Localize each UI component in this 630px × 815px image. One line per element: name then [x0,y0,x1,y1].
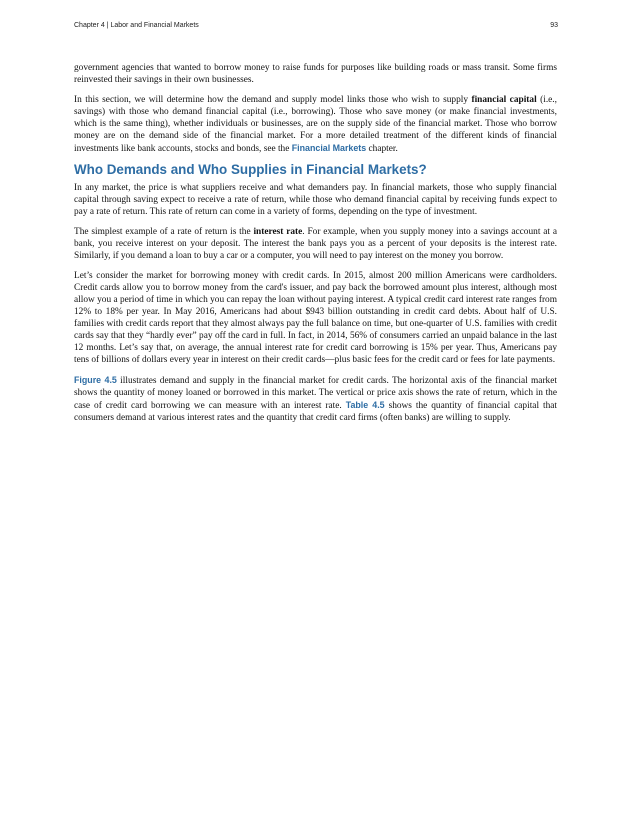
key-term-financial-capital: financial capital [471,95,537,105]
paragraph-text: (i.e., savings) with those who demand financial capital (i.e., borrowing). Those who save money (or make financial investments, which is the same thing), whether individuals or businesses, are on the supply side of the financial market. Those who borrow money are on the demand side of the financial market. For a more detailed treatment of the different kinds of financial investments like bank accounts, stocks and bonds, see the [74,95,557,154]
section-heading: Who Demands and Who Supplies in Financial Markets? [74,162,427,177]
link-figure-4-5[interactable]: Figure 4.5 [74,375,117,385]
paragraph-text: shows the quantity of financial capital that consumers demand at various interest rates and the quantity that credit card firms (often banks) are willing to supply. [74,401,557,423]
main-content [74,62,557,432]
paragraph-text: government agencies that wanted to borrow money to raise funds for purposes like building roads or mass transit. Some firms reinvested their savings in their own businesses. [74,63,557,85]
running-header [74,22,558,29]
paragraph-financial-capital [74,94,557,155]
paragraph-intro [74,62,557,86]
link-table-4-5[interactable]: Table 4.5 [345,400,385,410]
paragraph-text: Let’s consider the market for borrowing money with credit cards. In 2015, almost 200 million Americans were cardholders. Credit cards allow you to borrow money from the card's issuer, and pay back the borrowed amount plus interest, although most allow you a period of time in which you can repay the loan without paying interest. A typical credit card interest rate ranges from 12% to 18% per year. In May 2016, Americans had about $943 billion outstanding in credit card debts. About half of U.S. families with credit cards report that they almost always pay the full balance on time, but one-quarter of U.S. families with credit cards say that they “hardly ever” pay off the card in full. In fact, in 2014, 56% of consumers carried an unpaid balance in the last 12 months. Let’s say that, on average, the annual interest rate for credit card borrowing is 15% per year. Thus, Americans pay tens of billions of dollars every year in interest on their credit cards—plus basic fees for the credit card or fees for late payments. [74,271,557,365]
paragraph-rate-of-return [74,182,557,218]
paragraph-text: The simplest example of a rate of return is the [74,227,254,237]
link-financial-markets[interactable]: Financial Markets [291,143,367,153]
paragraph-text: . For example, when you supply money into a savings account at a bank, you receive interest on your deposit. The interest the bank pays you as a percent of your deposits is the interest rate. Similarly, if you demand a loan to buy a car or a computer, you will need to pay interest on the money you borrow. [74,227,557,261]
paragraph-figure-reference [74,374,557,424]
paragraph-interest-rate [74,226,557,262]
paragraph-text: In any market, the price is what suppliers receive and what demanders pay. In financial markets, those who supply financial capital through saving expect to receive a rate of return, while those who demand financial capital by receiving funds expect to pay a rate of return. This rate of return can come in a variety of forms, depending on the type of investment. [74,183,557,217]
paragraph-text: chapter. [366,144,398,154]
paragraph-credit-cards [74,270,557,366]
key-term-interest-rate: interest rate [253,227,303,237]
paragraph-text: In this section, we will determine how the demand and supply model links those who wish to supply [74,95,472,105]
page-number: 93 [550,22,558,29]
paragraph-text: illustrates demand and supply in the financial market for credit cards. The horizontal axis of the financial market shows the quantity of money loaned or borrowed in this market. The vertical or price axis shows the rate of return, which in the case of credit card borrowing we can measure with an interest rate. [74,376,557,411]
chapter-title: Chapter 4 | Labor and Financial Markets [74,22,199,29]
